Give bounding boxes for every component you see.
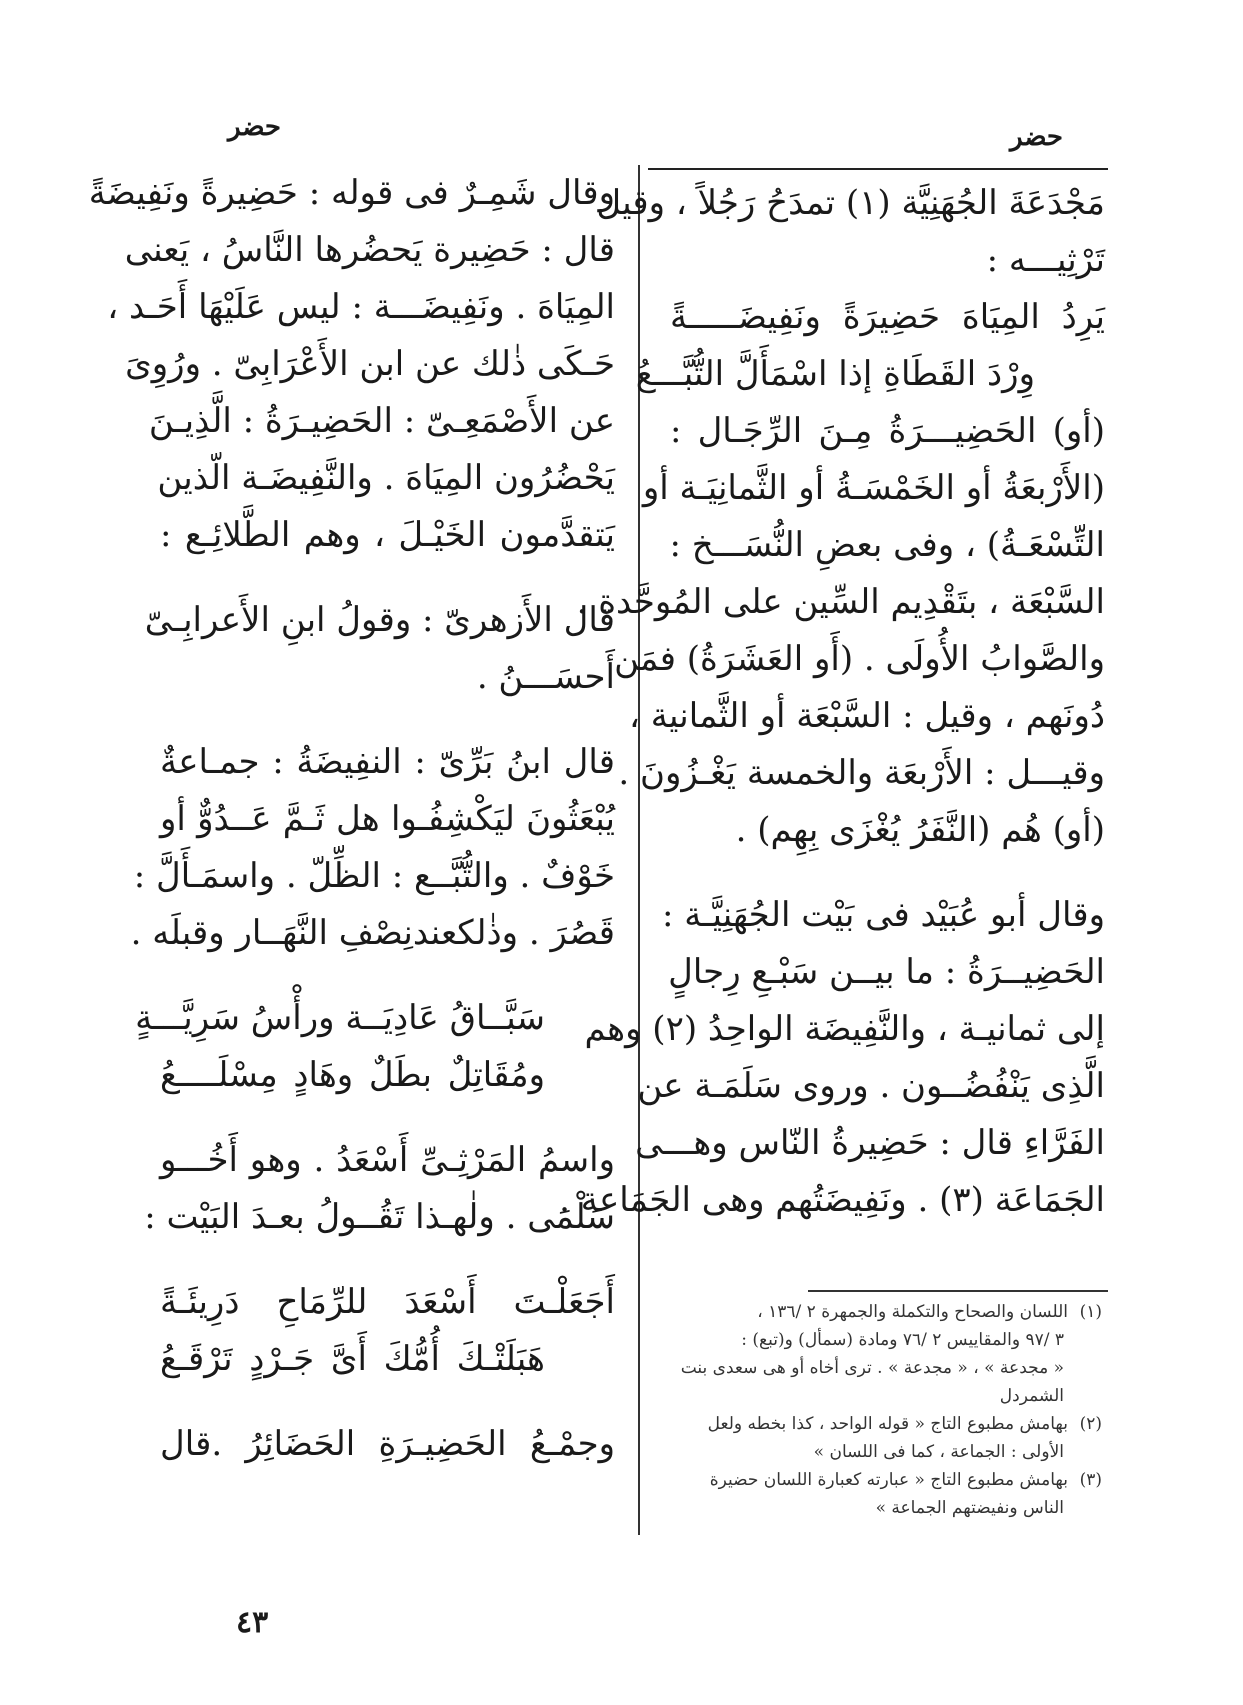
text-line: حَـكَى ذٰلك عن ابن الأَعْرَابِىّ . ورُوِىَ bbox=[125, 344, 615, 384]
text-line: قال الأَزهرىّ : وقولُ ابنِ الأَعرابِـىّ bbox=[144, 600, 615, 640]
text-line: قال ابنُ بَرِّىّ : النفِيضَةُ : جمـاعةٌ bbox=[160, 742, 615, 782]
text-line: تَرْثِيـــه : bbox=[986, 240, 1105, 280]
text-line: وقيـــل : الأَرْبعَة والخمسة يَغْـزُونَ . bbox=[618, 753, 1105, 793]
text-line: دُونَهم ، وقيل : السَّبْعَة أو الثَّمانية ، bbox=[629, 696, 1105, 736]
text-line: السَّبْعَة ، بتَقْدِيم السِّين على المُوحَّدة . bbox=[576, 582, 1105, 622]
text-line: سَلْمَى . ولٰهـذا تَقُــولُ بعـدَ البَيْت : bbox=[144, 1197, 615, 1237]
footnote-text: بهامش مطبوع التاج « قوله الواحد ، كذا بخطه ولعل bbox=[707, 1414, 1068, 1434]
verse-hemistich: سَبَّــاقُ عَادِيَــة ورأْسُ سَرِيَّـــةٍ bbox=[135, 998, 545, 1038]
text-line: الجَمَاعَة (٣) . ونَفِيضَتُهم وهى الجَمَاعة . bbox=[559, 1180, 1105, 1220]
verse-hemistich: ومُقَاتِلٌ بطَلٌ وهَادٍ مِسْلَــــعُ bbox=[160, 1055, 545, 1095]
text-line: إلى ثمانيـة ، والنَّفِيضَة الواحِدُ (٢) وهم bbox=[584, 1009, 1105, 1049]
right-column bbox=[559, 175, 1105, 1229]
footnotes bbox=[672, 1298, 1102, 1522]
text-line: والصَّوابُ الأُولَى . (أَو العَشَرَةُ) فمَن bbox=[614, 639, 1105, 679]
text-line: أَحسَـــنُ . bbox=[476, 657, 615, 697]
text-line: واسمُ المَرْثِـىِّ أَسْعَدُ . وهو أَخُـــو bbox=[160, 1140, 615, 1180]
text-line: المِيَاهَ . ونَفِيضَـــة : ليس عَلَيْهَا أَحَـد ، bbox=[107, 287, 615, 327]
text-line: الَّذِى يَنْفُضُــون . وروى سَلَمَـة عن bbox=[637, 1066, 1105, 1106]
text-line: (الأَرْبعَةُ أو الخَمْسَـةُ أو الثَّمانِيَـة أو bbox=[642, 468, 1105, 508]
text-line: الفَرَّاءِ قال : حَضِيرةُ النّاس وهـــى bbox=[635, 1123, 1105, 1163]
text-line: يَتقدَّمون الخَيْـلَ ، وهم الطَّلائِـع : bbox=[160, 515, 615, 555]
left-column bbox=[88, 165, 615, 1473]
footnote-text: ٣ /٩٧ والمقاييس ٢ /٧٦ ومادة (سمأل) و(تبع) : bbox=[741, 1330, 1064, 1350]
text-line: يُبْعَثُونَ ليَكْشِفُـوا هل ثَـمَّ عَــدُوٌّ أو bbox=[160, 799, 615, 839]
page-number: ٤٣ bbox=[236, 1605, 269, 1640]
footnote-rule bbox=[808, 1290, 1108, 1292]
footnote-text: بهامش مطبوع التاج « عبارته كعبارة اللسان حضيرة bbox=[709, 1470, 1068, 1490]
footnote-3 bbox=[672, 1466, 1102, 1522]
verse-hemistich: وِرْدَ القَطَاةِ إذا اسْمَأَلَّ التُّبَّـــعُ bbox=[635, 354, 1035, 394]
text-line: قَصُرَ . وذٰلكعندنِصْفِ النَّهَــار وقبلَه . bbox=[130, 913, 615, 953]
footnote-number: (٢) bbox=[1079, 1414, 1102, 1434]
text-line: يَحْضُرُون المِيَاهَ . والنَّفِيضَـة الّذين bbox=[157, 458, 615, 498]
footnote-text: الأولى : الجماعة ، كما فى اللسان » bbox=[813, 1442, 1064, 1462]
verse-hemistich: هَبَلَتْـكَ أُمُّكَ أَىَّ جَـرْدٍ تَرْقَـعُ bbox=[160, 1339, 545, 1379]
text-line: التِّسْعَـةُ) ، وفى بعضِ النُّسَـــخ : bbox=[669, 525, 1105, 565]
header-word-right: حضر bbox=[1010, 122, 1063, 152]
text-line: خَوْفٌ . والتُّبَّــع : الظِّلّ . واسمَـأَلَّ : bbox=[133, 856, 615, 896]
text-line: وقال أبو عُبَيْد فى بَيْت الجُهَنِيَّـة : bbox=[662, 895, 1105, 935]
text-line: (أو) هُم (النَّفَرُ يُغْزَى بِهِم) . bbox=[735, 810, 1105, 850]
footnote-text: « مجدعة » ، « مجدعة » . ترى أخاه أو هى سعدى بنت bbox=[680, 1358, 1064, 1378]
text-line: مَجْدَعَةَ الجُهَنِيَّة (١) تمدَحُ رَجُلاً ، وقيل bbox=[596, 183, 1105, 223]
text-line: عن الأَصْمَعِـىّ : الحَضِيـرَةُ : الَّذِيـنَ bbox=[148, 401, 615, 441]
footnote-text: اللسان والصحاح والتكملة والجمهرة ٢ /١٣٦ ، bbox=[757, 1302, 1068, 1322]
header-word-left: حضر bbox=[228, 112, 281, 142]
footnote-number: (١) bbox=[1079, 1302, 1102, 1322]
text-line: وقال شَمِـرٌ فى قوله : حَضِيرةً ونَفِيضَةً bbox=[88, 173, 615, 213]
text-line: وجمْـعُ الحَضِيـرَةِ الحَضَائِرُ .قال bbox=[160, 1424, 615, 1464]
text-line: (أو) الحَضِيـــرَةُ مِـنَ الرِّجَـال : bbox=[670, 411, 1105, 451]
header-rule bbox=[648, 168, 1108, 170]
verse-hemistich: يَرِدُ المِيَاهَ حَضِيرَةً ونَفِيضَـــــةً bbox=[670, 297, 1105, 337]
footnote-number: (٣) bbox=[1079, 1470, 1102, 1490]
footnote-2 bbox=[672, 1410, 1102, 1466]
footnote-text: الشمردل bbox=[999, 1386, 1064, 1406]
footnote-text: الناس ونفيضتهم الجماعة » bbox=[875, 1498, 1064, 1518]
text-line: قال : حَضِيرة يَحضُرها النَّاسُ ، يَعنى bbox=[124, 230, 615, 270]
footnote-1 bbox=[672, 1298, 1102, 1410]
text-line: الحَضِيــرَةُ : ما بيــن سَبْـعِ رِجالٍ bbox=[668, 952, 1105, 992]
verse-hemistich: أَجَعَلْـتَ أَسْعَدَ للرِّمَاحِ دَرِيئَـةً bbox=[160, 1282, 615, 1322]
